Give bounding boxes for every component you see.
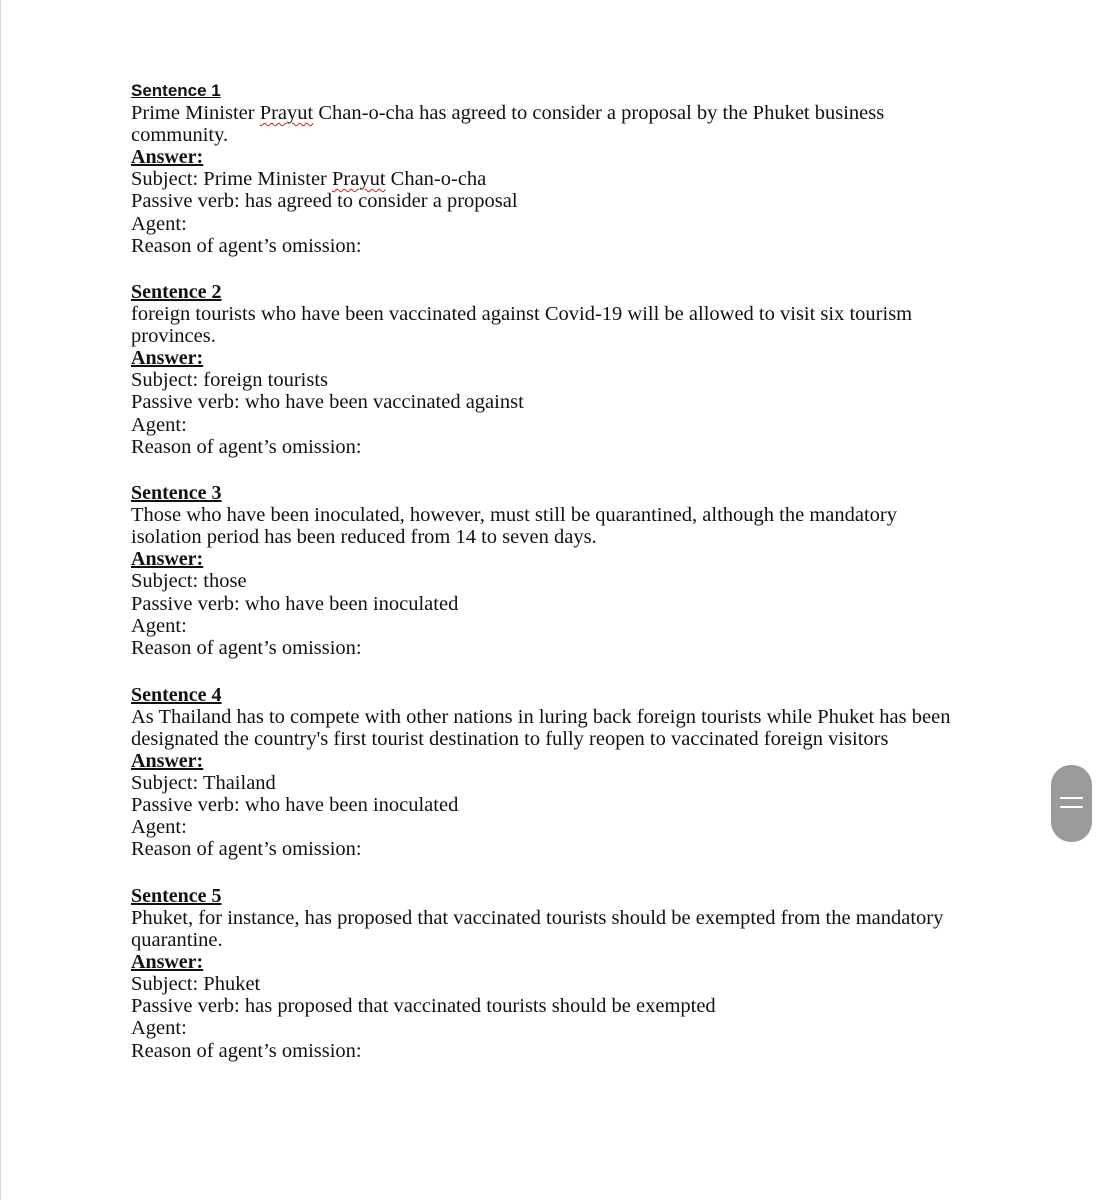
sentence-block-5 — [131, 885, 961, 1062]
spelling-flagged-word: Prayut — [332, 168, 386, 190]
sentence-text — [131, 102, 961, 146]
answer-label: Answer: — [131, 950, 204, 973]
grip-line-icon — [1060, 806, 1083, 808]
sentence-heading: Sentence 2 — [131, 281, 222, 304]
sentence-heading: Sentence 4 — [131, 683, 222, 706]
agent-line: Agent: — [131, 1017, 187, 1040]
answer-label: Answer: — [131, 749, 204, 772]
passive-verb-line: Passive verb: who have been inoculated — [131, 793, 459, 816]
passive-verb-line: Passive verb: has agreed to consider a proposal — [131, 190, 518, 213]
sentence-text: Phuket, for instance, has proposed that vaccinated tourists should be exempted from the mandatory quarantine. — [131, 906, 944, 951]
subject-line: Subject: foreign tourists — [131, 369, 329, 392]
sentence-block-4 — [131, 684, 961, 861]
passive-verb-line: Passive verb: has proposed that vaccinated tourists should be exempted — [131, 995, 716, 1018]
reason-line: Reason of agent’s omission: — [131, 1039, 362, 1062]
sentence-text: As Thailand has to compete with other nations in luring back foreign tourists while Phuket has been designated the country's first tourist destination to fully reopen to vaccinated foreign visitors — [131, 705, 951, 750]
subject-part: Subject: Prime Minister — [131, 168, 332, 190]
reason-line: Reason of agent’s omission: — [131, 234, 362, 257]
answer-label: Answer: — [131, 548, 204, 571]
sentence-heading: Sentence 5 — [131, 884, 222, 907]
subject-line: Subject: Thailand — [131, 771, 276, 794]
reason-line: Reason of agent’s omission: — [131, 838, 362, 861]
sentence-heading: Sentence 3 — [131, 482, 222, 505]
subject-line: Subject: those — [131, 570, 247, 593]
answer-label: Answer: — [131, 347, 204, 370]
answer-label: Answer: — [131, 146, 204, 168]
agent-line: Agent: — [131, 614, 187, 637]
sentence-block-3 — [131, 482, 961, 659]
sentence-block-2 — [131, 281, 961, 458]
spelling-flagged-word: Prayut — [259, 102, 314, 124]
sentence-text: foreign tourists who have been vaccinated against Covid-19 will be allowed to visit six tourism provinces. — [131, 303, 913, 348]
passive-verb-line: Passive verb: who have been inoculated — [131, 592, 459, 615]
document-body — [131, 80, 961, 1086]
subject-line — [131, 168, 961, 190]
reason-line: Reason of agent’s omission: — [131, 436, 362, 459]
grip-line-icon — [1060, 797, 1083, 799]
reason-line: Reason of agent’s omission: — [131, 637, 362, 660]
sentence-text-part: Chan-o-cha has agreed to consider a proposal by the Phuket business community. — [131, 102, 885, 146]
scroll-handle[interactable] — [1051, 765, 1092, 842]
agent-line: Agent: — [131, 816, 187, 839]
agent-line: Agent: — [131, 212, 187, 235]
subject-part: Chan-o-cha — [385, 168, 487, 190]
page-edge — [0, 0, 1, 1200]
subject-line: Subject: Phuket — [131, 972, 261, 995]
sentence-text-part: Prime Minister — [131, 102, 260, 124]
sentence-text: Those who have been inoculated, however, must still be quarantined, although the mandatory isolation period has been reduced from 14 to seven days. — [131, 504, 898, 549]
sentence-block-1 — [131, 80, 961, 257]
sentence-heading: Sentence 1 — [131, 81, 221, 100]
agent-line: Agent: — [131, 413, 187, 436]
passive-verb-line: Passive verb: who have been vaccinated against — [131, 391, 524, 414]
